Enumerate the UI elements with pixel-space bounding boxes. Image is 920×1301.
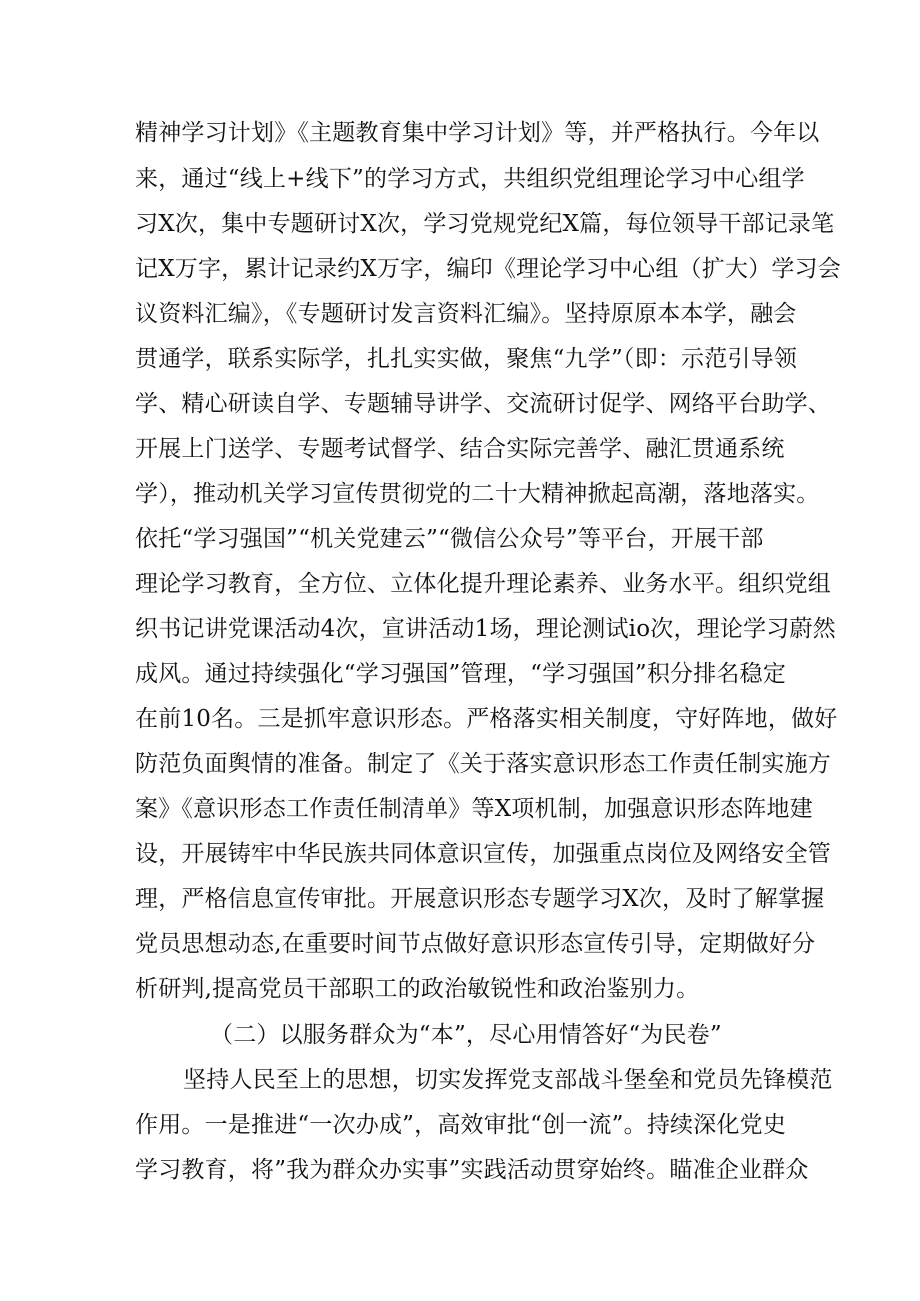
body-text-line: 开展上门送学、专题考试督学、结合实际完善学、融汇贯通系统 — [135, 436, 785, 462]
body-text-line: 依托“学习强国”“机关党建云”“微信公众号”等平台，开展干部 — [135, 526, 764, 552]
body-text-line: 记X万字，累计记录约X万字，编印《理论学习中心组（扩大）学习会 — [135, 256, 841, 282]
body-text-line: 设，开展铸牢中华民族共同体意识宣传，加强重点岗位及网络安全管 — [135, 841, 831, 867]
body-text-line: 防范负面舆情的准备。制定了《关于落实意识形态工作责任制实施方 — [135, 751, 831, 777]
body-text-line: 坚持人民至上的思想，切实发挥党支部战斗堡垒和党员先锋模范 — [183, 1067, 833, 1093]
body-text-line: 织书记讲党课活动4次，宣讲活动1场，理论测试io次，理论学习蔚然 — [135, 616, 836, 642]
body-text-line: 析研判,提高党员干部职工的政治敏锐性和政治鉴别力。 — [135, 976, 700, 1002]
body-text-line: 理论学习教育，全方位、立体化提升理论素养、业务水平。组织党组 — [135, 571, 831, 597]
body-text-line: 学），推动机关学习宣传贯彻党的二十大精神掀起高潮，落地落实。 — [135, 481, 820, 507]
body-text-line: 来，通过“线上+线下”的学习方式，共组织党组理论学习中心组学 — [135, 166, 805, 192]
body-text-line: 案》《意识形态工作责任制清单》等X项机制，加强意识形态阵地建 — [135, 796, 813, 822]
body-text-line: 作用。一是推进“一次办成”，高效审批“创一流”。持续深化党史 — [135, 1112, 787, 1138]
section-heading: （二）以服务群众为“本”，尽心用情答好“为民卷” — [210, 1022, 722, 1048]
body-text-line: 学习教育，将”我为群众办实事”实践活动贯穿始终。瞄准企业群众 — [135, 1157, 809, 1183]
body-text-line: 在前10名。三是抓牢意识形态。严格落实相关制度，守好阵地，做好 — [135, 706, 838, 732]
body-text-line: 习X次，集中专题研讨X次，学习党规党纪X篇，每位领导干部记录笔 — [135, 211, 835, 237]
body-text-line: 议资料汇编》，《专题研讨发言资料汇编》。坚持原原本本学，融会 — [135, 301, 797, 327]
body-text-line: 成风。通过持续强化“学习强国”管理，“学习强国”积分排名稳定 — [135, 661, 787, 687]
body-text-line: 贯通学，联系实际学，扎扎实实做，聚焦“九学”（即：示范引导领 — [135, 346, 798, 372]
body-text-line: 精神学习计划》《主题教育集中学习计划》等，并严格执行。今年以 — [135, 120, 820, 146]
body-text-line: 学、精心研读自学、专题辅导讲学、交流研讨促学、网络平台助学、 — [135, 391, 831, 417]
body-text-line: 理，严格信息宣传审批。开展意识形态专题学习X次，及时了解掌握 — [135, 886, 825, 912]
body-text-line: 党员思想动态,在重要时间节点做好意识形态宣传引导，定期做好分 — [135, 931, 816, 957]
